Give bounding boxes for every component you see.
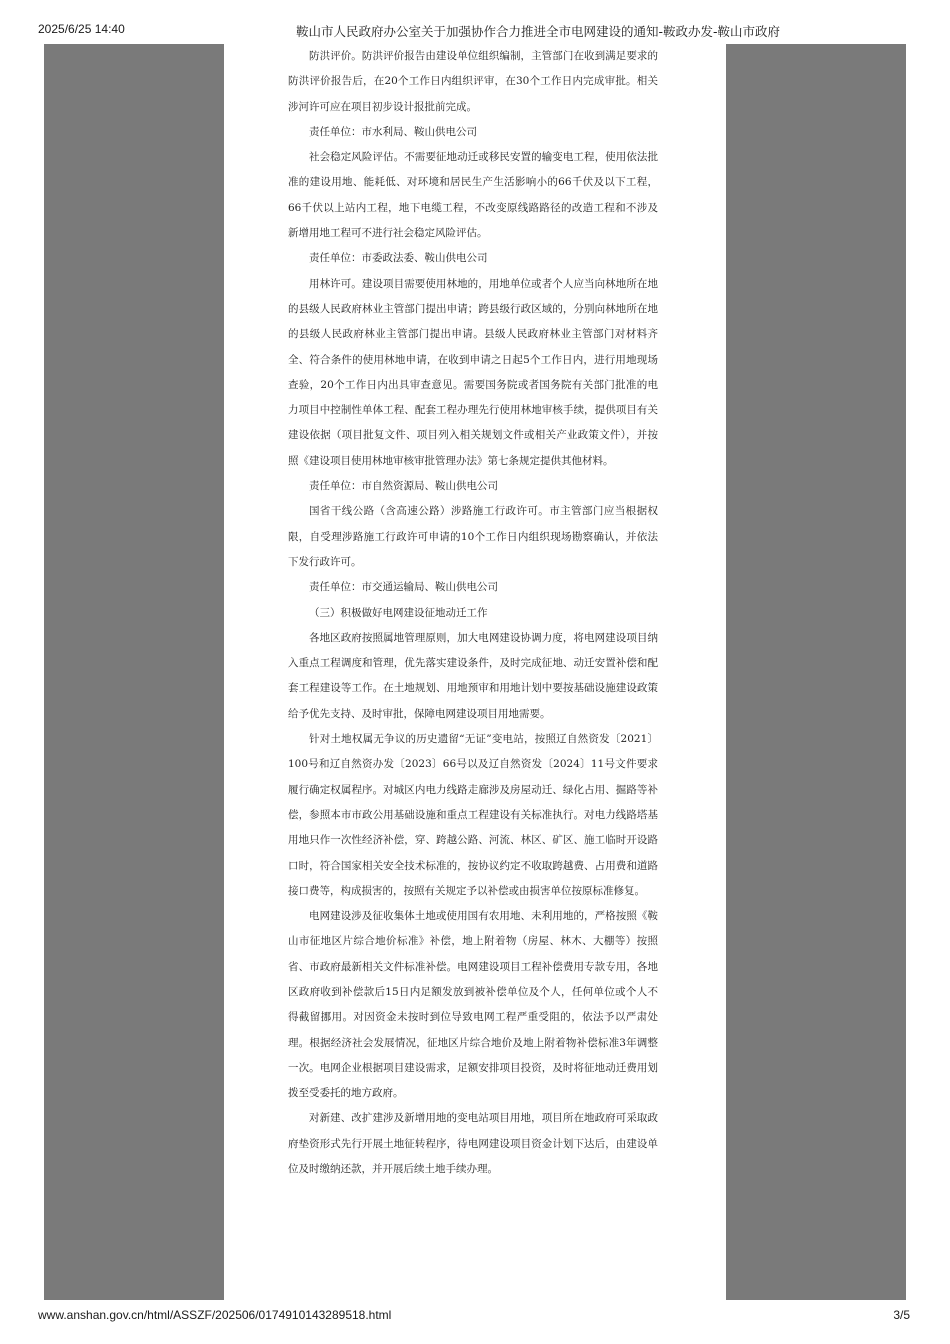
paragraph-responsible-politics: 责任单位：市委政法委、鞍山供电公司 (309, 252, 488, 265)
paragraph-forest-permit: 用林许可。建设项目需要使用林地的，用地单位或者个人应当向林地所在地的县级人民政府林业主管部门提出申请；跨县级行政区域的，分别向林地所在地的县级人民政府林业主管部门提出申请。县级人民政府林业主管部门对材料齐全、符合条件的使用林地申请，在收到申请之日起5个工作日内，进行用地现场查验，20个工作日内出具审查意见。需要国务院或者国务院有关部门批准的电力项目中控制性单体工程、配套工程办理先行使用林地审核手续，提供项目有关建设依据（项目批复文件、项目列入相关规划文件或相关产业政策文件），并按照《建设项目使用林地审核审批管理办法》第七条规定提供其他材料。 (288, 277, 658, 467)
paragraph-responsible-water: 责任单位：市水利局、鞍山供电公司 (309, 125, 477, 138)
right-margin-band (726, 44, 906, 1300)
document-page (224, 44, 726, 1300)
paragraph-social-risk: 社会稳定风险评估。不需要征地动迁或移民安置的输变电工程，使用依法批准的建设用地、能耗低、对环境和居民生产生活影响小的66千伏及以下工程，66千伏以上站内工程，地下电缆工程，不改变原线路路径的改造工程和不涉及新增用地工程可不进行社会稳定风险评估。 (288, 151, 658, 240)
print-footer-url: www.anshan.gov.cn/html/ASSZF/202506/0174910143289518.html (38, 1308, 392, 1322)
print-footer-page-number: 3/5 (893, 1308, 910, 1322)
paragraph-highway-permit: 国省干线公路（含高速公路）涉路施工行政许可。市主管部门应当根据权限，自受理涉路施工行政许可申请的10个工作日内组织现场勘察确认，并依法下发行政许可。 (288, 505, 658, 568)
document-body (288, 44, 658, 1182)
paragraph-legacy-substations: 针对土地权属无争议的历史遗留“无证”变电站，按照辽自然资发〔2021〕100号和辽自然资办发〔2023〕66号以及辽自然资发〔2024〕11号文件要求履行确定权属程序。对城区内电力线路走廊涉及房屋动迁、绿化占用、掘路等补偿，参照本市市政公用基础设施和重点工程建设有关标准执行。对电力线路塔基用地只作一次性经济补偿，穿、跨越公路、河流、林区、矿区、施工临时开设路口时，符合国家相关安全技术标准的，按协议约定不收取跨越费、占用费和道路接口费等，构成损害的，按照有关规定予以补偿或由损害单位按原标准修复。 (288, 733, 658, 897)
paragraph-compensation: 电网建设涉及征收集体土地或使用国有农用地、未利用地的，严格按照《鞍山市征地区片综合地价标准》补偿，地上附着物（房屋、林木、大棚等）按照省、市政府最新相关文件标准补偿。电网建设项目工程补偿费用专款专用，各地区政府收到补偿款后15日内足额发放到被补偿单位及个人，任何单位或个人不得截留挪用。对因资金未按时到位导致电网工程严重受阻的，依法予以严肃处理。根据经济社会发展情况，征地区片综合地价及地上附着物补偿标准3年调整一次。电网企业根据项目建设需求，足额安排项目投资，及时将征地动迁费用划拨至受委托的地方政府。 (288, 910, 658, 1100)
paragraph-flood-evaluation: 防洪评价。防洪评价报告由建设单位组织编制，主管部门在收到满足要求的防洪评价报告后，在20个工作日内组织评审，在30个工作日内完成审批。相关涉河许可应在项目初步设计报批前完成。 (288, 50, 658, 113)
paragraph-responsible-transport: 责任单位：市交通运输局、鞍山供电公司 (309, 581, 498, 594)
paragraph-advance-funding: 对新建、改扩建涉及新增用地的变电站项目用地，项目所在地政府可采取政府垫资形式先行开展土地征转程序，待电网建设项目资金计划下达后，由建设单位及时缴纳还款，并开展后续土地手续办理。 (288, 1112, 658, 1176)
print-header-datetime: 2025/6/25 14:40 (38, 22, 125, 36)
left-margin-band (44, 44, 224, 1300)
paragraph-local-government: 各地区政府按照属地管理原则，加大电网建设协调力度，将电网建设项目纳入重点工程调度和管理，优先落实建设条件，及时完成征地、动迁安置补偿和配套工程建设等工作。在土地规划、用地预审和用地计划中要按基础设施建设政策给予优先支持、及时审批，保障电网建设项目用地需要。 (288, 631, 658, 720)
paragraph-responsible-resources: 责任单位：市自然资源局、鞍山供电公司 (309, 480, 498, 493)
section-heading-land: （三）积极做好电网建设征地动迁工作 (309, 606, 488, 619)
print-header-title: 鞍山市人民政府办公室关于加强协作合力推进全市电网建设的通知-鞍政办发-鞍山市政府 (296, 24, 781, 39)
